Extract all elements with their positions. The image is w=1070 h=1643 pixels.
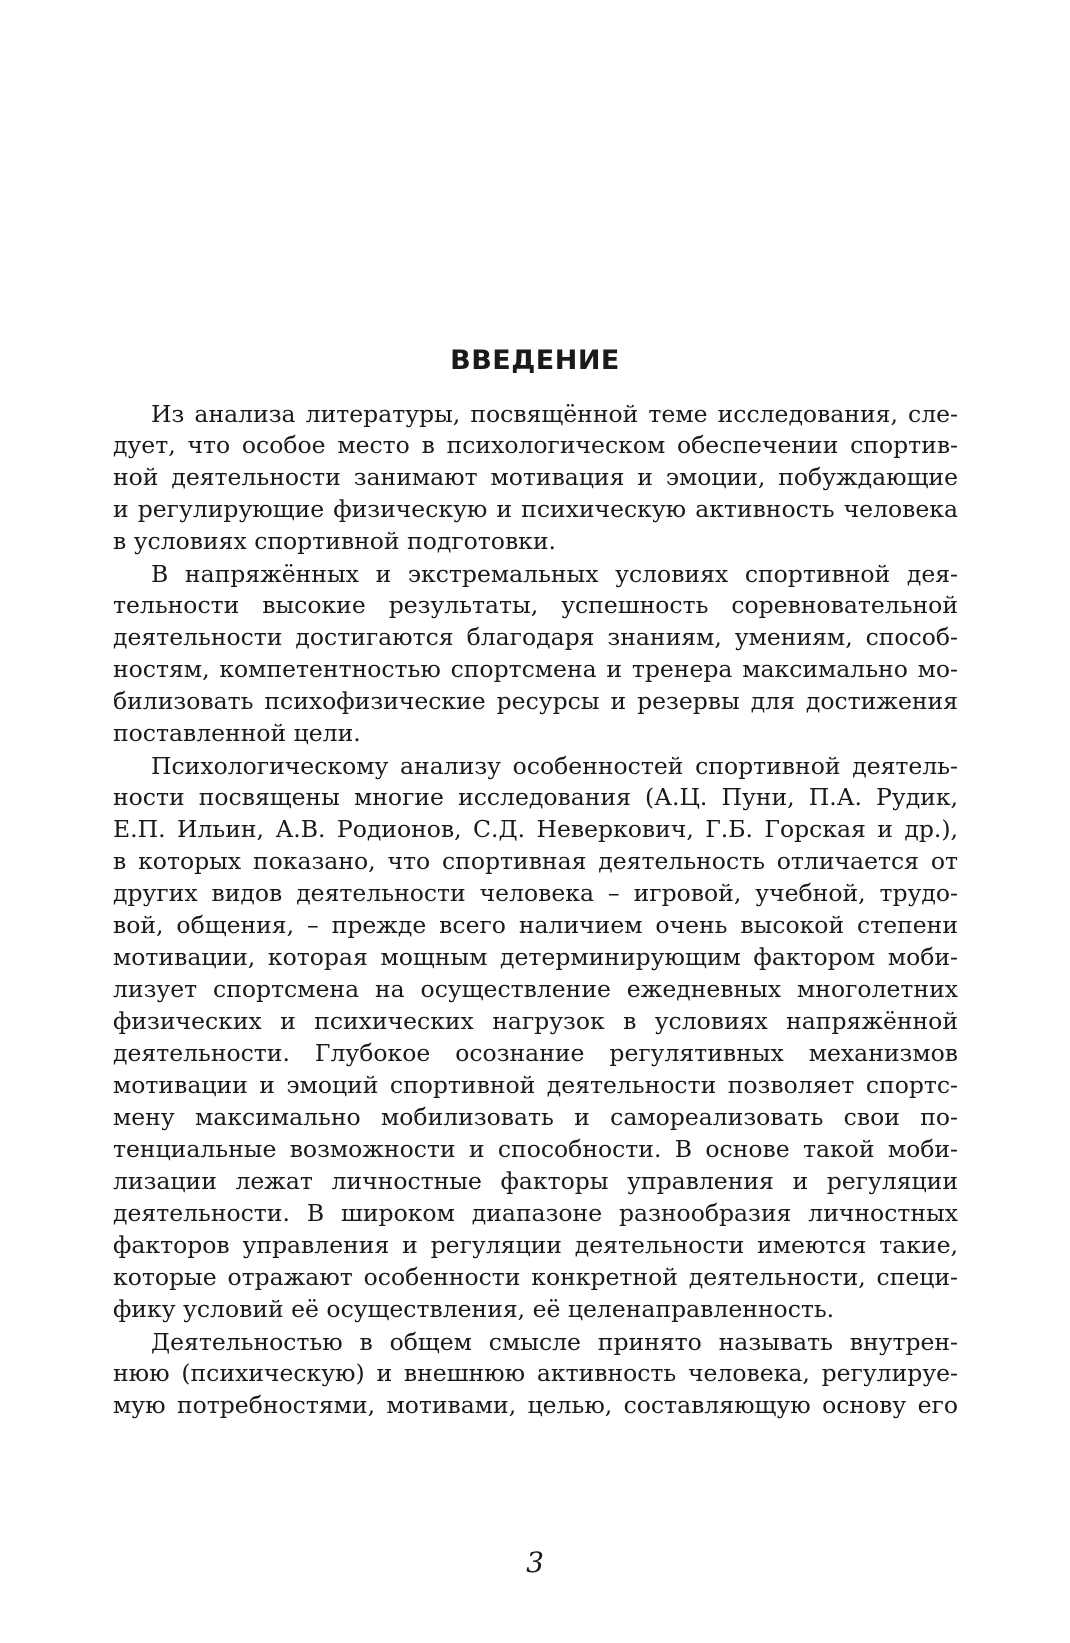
text-line: Психологическому анализу особенностей спортивной деятель- [151, 752, 958, 780]
page-title: ВВЕДЕНИЕ [450, 345, 620, 376]
text-line: деятельности. В широком диапазоне разнообразия личностных [113, 1199, 958, 1227]
text-line: в условиях спортивной подготовки. [113, 527, 557, 555]
text-line: дует, что особое место в психологическом обеспечении спортив- [113, 431, 958, 459]
text-line: мену максимально мобилизовать и самореализовать свои по- [113, 1103, 958, 1131]
text-line: ной деятельности занимают мотивация и эмоции, побуждающие [113, 463, 958, 491]
text-line: деятельности достигаются благодаря знаниям, умениям, способ- [113, 623, 958, 651]
page-number: 3 [526, 1546, 544, 1579]
text-line: лизации лежат личностные факторы управления и регуляции [113, 1167, 958, 1195]
text-line: и регулирующие физическую и психическую активность человека [113, 495, 958, 523]
text-line: мотивации, которая мощным детерминирующим фактором моби- [113, 943, 958, 971]
text-line: тенциальные возможности и способности. В основе такой моби- [113, 1135, 958, 1163]
text-line: Е.П. Ильин, А.В. Родионов, С.Д. Неверкович, Г.Б. Горская и др.), [113, 815, 958, 843]
text-line: тельности высокие результаты, успешность соревновательной [113, 591, 958, 619]
text-line: мотивации и эмоций спортивной деятельности позволяет спортс- [113, 1071, 958, 1099]
text-line: других видов деятельности человека – игровой, учебной, трудо- [113, 879, 958, 907]
text-line: фику условий её осуществления, её целенаправленность. [113, 1295, 835, 1323]
text-line: мую потребностями, мотивами, целью, составляющую основу его [113, 1391, 958, 1419]
text-line: Деятельностью в общем смысле принято называть внутрен- [151, 1328, 958, 1356]
text-line: которые отражают особенности конкретной деятельности, специ- [113, 1263, 958, 1291]
text-line: Из анализа литературы, посвящённой теме исследования, сле- [151, 400, 958, 428]
text-line: поставленной цели. [113, 719, 361, 747]
text-line: лизует спортсмена на осуществление ежедневных многолетних [113, 975, 958, 1003]
text-line: ностям, компетентностью спортсмена и тренера максимально мо- [113, 655, 958, 683]
text-line: В напряжённых и экстремальных условиях спортивной дея- [151, 560, 958, 588]
text-line: в которых показано, что спортивная деятельность отличается от [113, 847, 958, 875]
text-line: нюю (психическую) и внешнюю активность человека, регулируе- [113, 1359, 958, 1387]
text-line: билизовать психофизические ресурсы и резервы для достижения [113, 687, 958, 715]
text-line: факторов управления и регуляции деятельности имеются такие, [113, 1231, 958, 1259]
text-line: вой, общения, – прежде всего наличием очень высокой степени [113, 911, 958, 939]
text-line: ности посвящены многие исследования (А.Ц. Пуни, П.А. Рудик, [113, 783, 958, 811]
text-line: физических и психических нагрузок в условиях напряжённой [113, 1007, 958, 1035]
text-line: деятельности. Глубокое осознание регулятивных механизмов [113, 1039, 958, 1067]
